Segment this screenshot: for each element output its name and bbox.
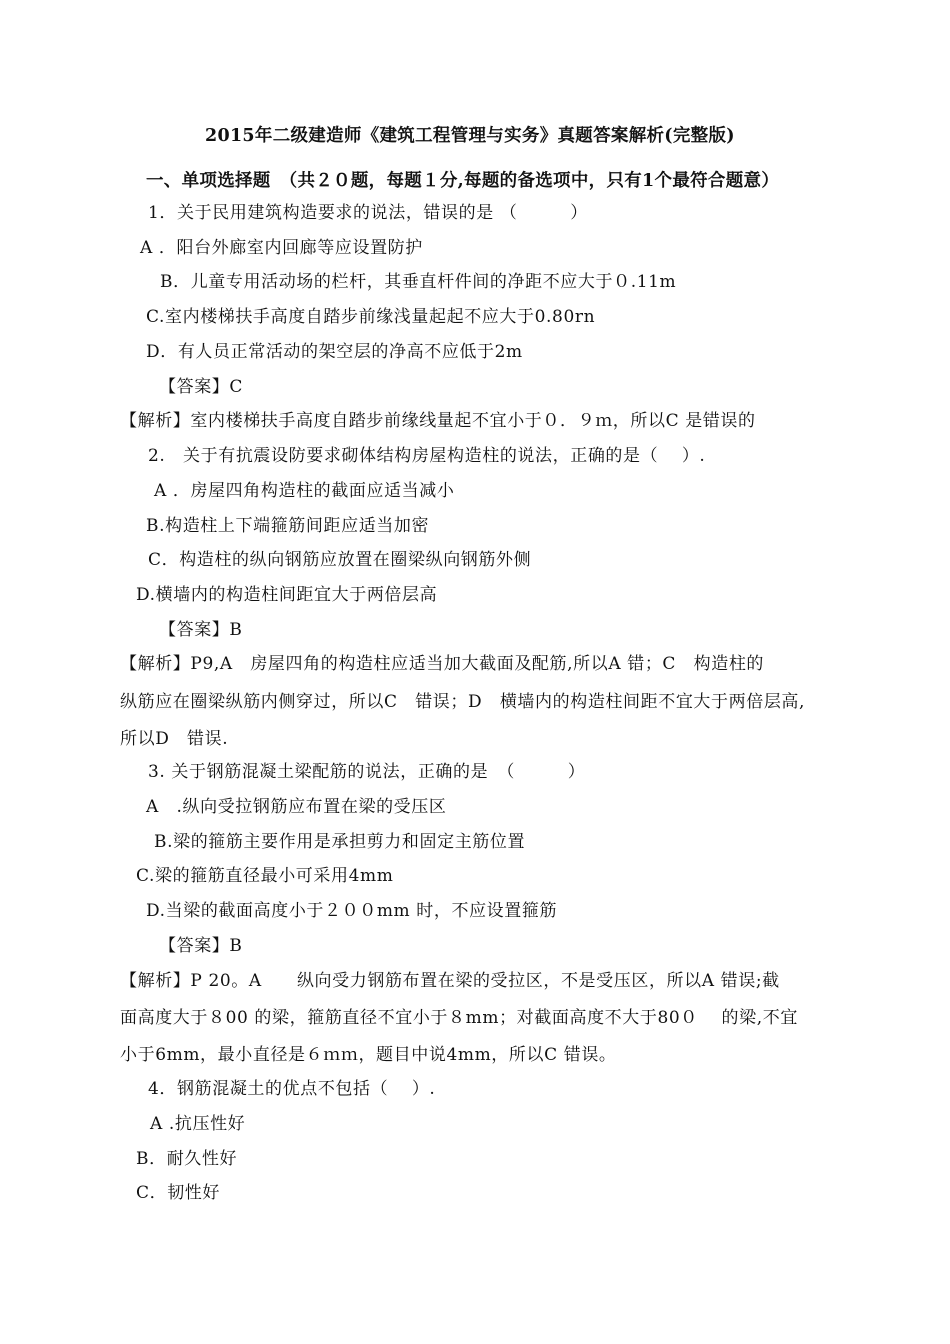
- q3-option-a: A .纵向受拉钢筋应布置在梁的受压区: [146, 797, 447, 817]
- q2-option-a: A ．房屋四角构造柱的截面应适当减小: [154, 481, 455, 501]
- q4-option-a: A .抗压性好: [150, 1114, 246, 1134]
- question-2: 2. 关于有抗震设防要求砌体结构房屋构造柱的说法，正确的是（ ）.: [148, 446, 706, 466]
- q3-analysis-line2: 面高度大于８00 的梁，箍筋直径不宜小于８mm；对截面高度不大于80０ 的梁,不宜: [120, 1008, 798, 1028]
- q3-option-c: C.梁的箍筋直径最小可采用4mm: [136, 866, 394, 886]
- section-heading: 一、单项选择题 （共２０题，每题１分,每题的备选项中，只有1个最符合题意）: [146, 171, 780, 191]
- q3-analysis-line1: 【解析】P 20。A 纵向受力钢筋布置在梁的受拉区，不是受压区，所以A 错误;截: [120, 971, 780, 991]
- q3-answer: 【答案】B: [159, 936, 243, 956]
- q2-option-d: D.横墙内的构造柱间距宜大于两倍层高: [136, 585, 438, 605]
- question-4: 4．钢筋混凝土的优点不包括（ ）.: [148, 1079, 436, 1099]
- q2-option-c: C．构造柱的纵向钢筋应放置在圈梁纵向钢筋外侧: [148, 550, 532, 570]
- q3-option-d: D.当梁的截面高度小于２００mm 时，不应设置箍筋: [146, 901, 558, 921]
- q4-option-c: C．韧性好: [136, 1183, 221, 1203]
- q2-analysis-line2: 纵筋应在圈梁纵筋内侧穿过，所以C 错误；D 横墙内的构造柱间距不宜大于两倍层高,: [120, 692, 806, 712]
- q1-option-c: C.室内楼梯扶手高度自踏步前缘浅量起起不应大于0.80rn: [146, 307, 596, 327]
- question-3: 3. 关于钢筋混凝土梁配筋的说法，正确的是 （ ）: [148, 762, 586, 782]
- q1-option-a: A ．阳台外廊室内回廊等应设置防护: [140, 238, 423, 258]
- q1-analysis: 【解析】室内楼梯扶手高度自踏步前缘线量起不宜小于０．９ｍ，所以C 是错误的: [120, 411, 756, 431]
- q1-option-b: B．儿童专用活动场的栏杆，其垂直杆件间的净距不应大于０.11m: [160, 272, 677, 292]
- q1-answer: 【答案】C: [159, 377, 244, 397]
- q3-analysis-line3: 小于6mm，最小直径是６ｍｍ，题目中说4mm，所以C 错误。: [120, 1045, 617, 1065]
- document-title: 2015年二级建造师《建筑工程管理与实务》真题答案解析(完整版): [205, 126, 735, 146]
- q2-option-b: B.构造柱上下端箍筋间距应适当加密: [146, 516, 430, 536]
- q2-analysis-line3: 所以D 错误.: [120, 729, 229, 749]
- question-1: 1．关于民用建筑构造要求的说法，错误的是 （ ）: [148, 203, 588, 223]
- q1-option-d: D．有人员正常活动的架空层的净高不应低于2m: [146, 342, 523, 362]
- q2-analysis-line1: 【解析】P9,A 房屋四角的构造柱应适当加大截面及配筋,所以A 错；C 构造柱的: [120, 654, 765, 674]
- q3-option-b: B.梁的箍筋主要作用是承担剪力和固定主筋位置: [154, 832, 526, 852]
- q2-answer: 【答案】B: [159, 620, 243, 640]
- q4-option-b: B．耐久性好: [136, 1149, 238, 1169]
